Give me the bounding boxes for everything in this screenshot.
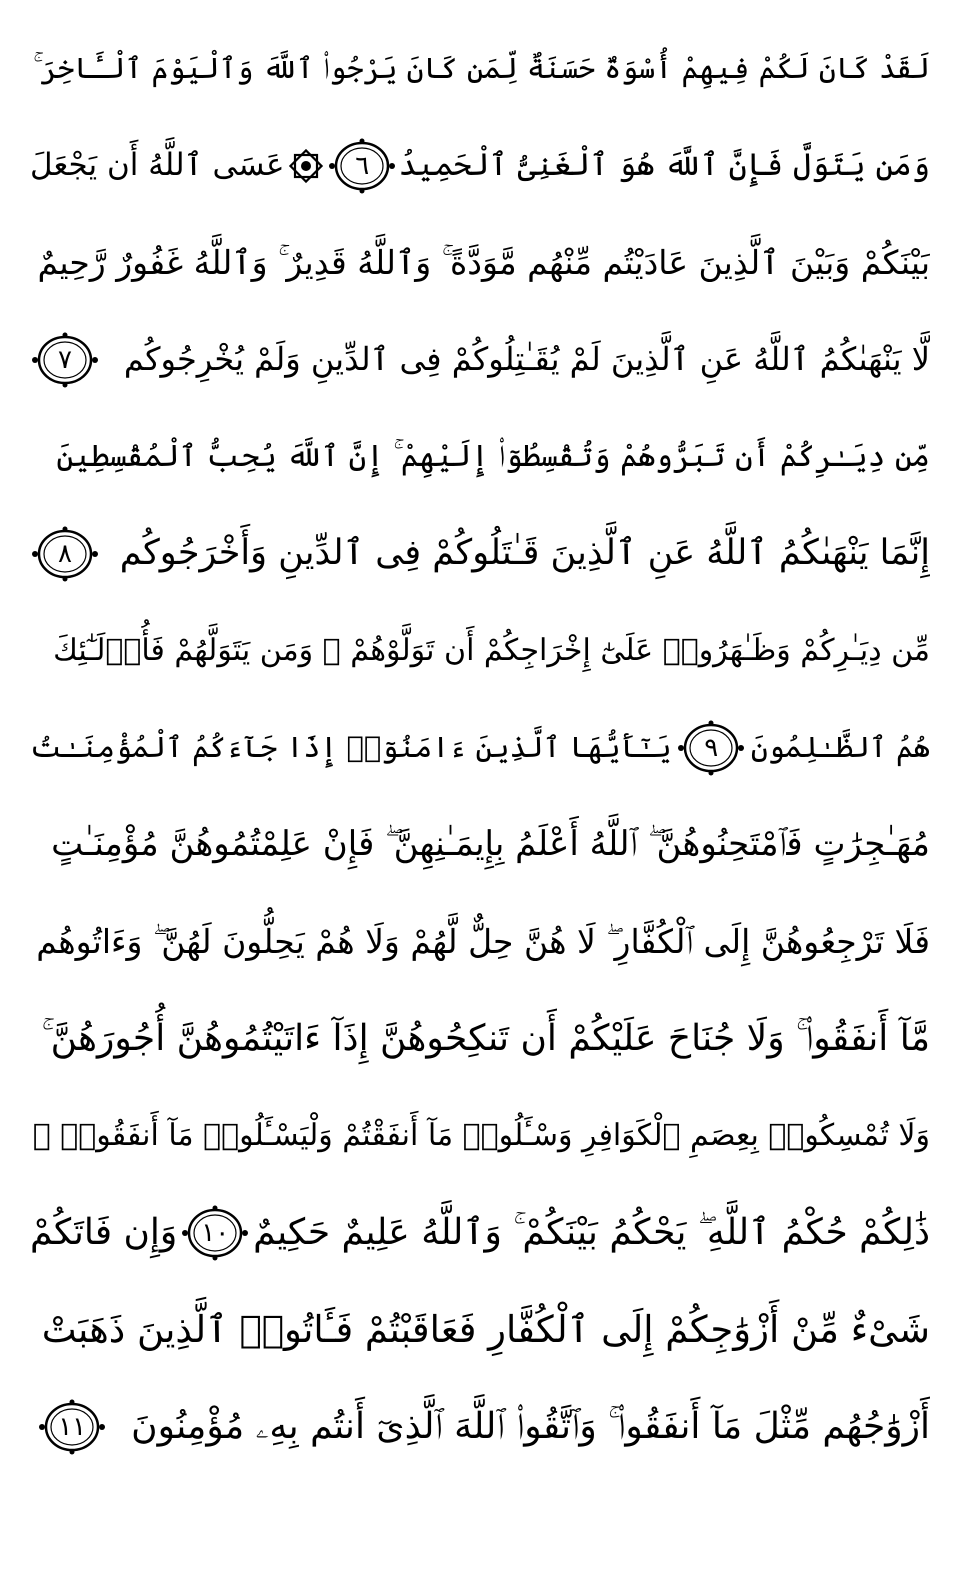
verse-text: بَيْنَكُمْ وَبَيْنَ ٱلَّذِينَ عَادَيْتُم مِّنْهُم مَّوَدَّةً ۚ وَٱللَّهُ قَدِيرٌ ۚ وَٱللَّهُ غَفُورٌ رَّحِيمٌ — [37, 243, 930, 282]
ayah-number: ٧ — [58, 344, 72, 375]
verse-line-12 — [30, 1087, 930, 1184]
verse-line-1 — [30, 20, 930, 117]
verse-text: أَزْوَٰجُهُم مِّثْلَ مَآ أَنفَقُوا۟ ۚ وَٱتَّقُوا۟ ٱللَّهَ ٱلَّذِىٓ أَنتُم بِهِۦ مُؤْمِنُونَ — [131, 1406, 930, 1447]
verse-text: وَإِن فَاتَكُمْ — [30, 1212, 178, 1253]
verse-text: مُهَـٰجِرَٰتٍ فَٱمْتَحِنُوهُنَّ ۖ ٱللَّهُ أَعْلَمُ بِإِيمَـٰنِهِنَّ ۖ فَإِنْ عَلِمْتُمُوهُنَّ مُؤْمِنَـٰتٍ — [51, 824, 930, 864]
verse-line-14 — [30, 1281, 930, 1378]
verse-text: مِّن دِيَـٰرِكُمْ أَن تَبَرُّوهُمْ وَتُقْسِطُوٓا۟ إِلَيْهِمْ ۚ إِنَّ ٱللَّهَ يُحِبُّ ٱلْمُقْسِطِينَ — [56, 439, 930, 474]
ayah-end-marker — [30, 331, 100, 389]
ayah-end-marker — [327, 137, 397, 195]
verse-text: هُمُ ٱلظَّـٰلِمُونَ — [750, 730, 930, 764]
ayah-number: ٩ — [704, 732, 719, 763]
verse-line-2 — [30, 117, 930, 214]
verse-text: لَقَدْ كَانَ لَكُمْ فِيهِمْ أُسْوَةٌ حَسَنَةٌ لِّمَن كَانَ يَرْجُوا۟ ٱللَّهَ وَٱلْيَوْمَ ٱلْـَٔاخِرَ ۚ — [33, 51, 930, 85]
ayah-end-marker — [37, 1398, 107, 1456]
verse-text: مِّن دِيَـٰرِكُمْ وَظَـٰهَرُوا۟ عَلَىٰٓ إِخْرَاجِكُمْ أَن تَوَلَّوْهُمْ ۚ وَمَن يَتَوَلَّهُمْ فَأُو۟لَـٰٓئِكَ — [53, 633, 930, 668]
ayah-number: ١٠ — [201, 1217, 230, 1248]
verse-text: فَلَا تَرْجِعُوهُنَّ إِلَى ٱلْكُفَّارِ ۖ لَا هُنَّ حِلٌّ لَّهُمْ وَلَا هُمْ يَحِلُّونَ لَهُنَّ ۖ وَءَاتُوهُم — [36, 922, 930, 961]
verse-text: لَّا يَنْهَىٰكُمُ ٱللَّهُ عَنِ ٱلَّذِينَ لَمْ يُقَـٰتِلُوكُمْ فِى ٱلدِّينِ وَلَمْ يُخْرِجُوكُم — [123, 340, 930, 378]
ayah-end-marker — [676, 719, 746, 777]
verse-line-9 — [30, 796, 930, 893]
verse-line-4 — [30, 311, 930, 408]
verse-text: يَـٰٓأَيُّهَا ٱلَّذِينَ ءَامَنُوٓا۟ إِذَا جَآءَكُمُ ٱلْمُؤْمِنَـٰتُ — [30, 730, 672, 764]
verse-line-15 — [30, 1378, 930, 1475]
verse-line-3 — [30, 214, 930, 311]
ayah-end-marker — [30, 525, 100, 583]
verse-line-10 — [30, 893, 930, 990]
verse-line-13 — [30, 1184, 930, 1281]
rub-el-hizb-icon — [286, 146, 326, 186]
verse-text: وَمَن يَتَوَلَّ فَإِنَّ ٱللَّهَ هُوَ ٱلْغَنِىُّ ٱلْحَمِيدُ — [398, 147, 930, 183]
verse-text: وَلَا تُمْسِكُوا۟ بِعِصَمِ ٱلْكَوَافِرِ وَسْـَٔلُوا۟ مَآ أَنفَقْتُمْ وَلْيَسْـَٔلُوا۟ مَآ أَنفَقُوا۟ ۚ — [32, 1118, 930, 1153]
ayah-end-marker — [180, 1204, 250, 1262]
verse-text: عَسَى ٱللَّهُ أَن يَجْعَلَ — [30, 147, 285, 183]
verse-line-6 — [30, 505, 930, 602]
verse-line-11 — [30, 990, 930, 1087]
verse-text: ذَٰلِكُمْ حُكْمُ ٱللَّهِ ۖ يَحْكُمُ بَيْنَكُمْ ۚ وَٱللَّهُ عَلِيمٌ حَكِيمٌ — [253, 1212, 930, 1253]
verse-text: إِنَّمَا يَنْهَىٰكُمُ ٱللَّهُ عَنِ ٱلَّذِينَ قَـٰتَلُوكُمْ فِى ٱلدِّينِ وَأَخْرَجُوكُم — [119, 533, 930, 573]
verse-line-5 — [30, 408, 930, 505]
verse-line-8 — [30, 699, 930, 796]
ayah-number: ٦ — [355, 150, 370, 181]
verse-text: مَّآ أَنفَقُوا۟ ۚ وَلَا جُنَاحَ عَلَيْكُمْ أَن تَنكِحُوهُنَّ إِذَآ ءَاتَيْتُمُوهُنَّ أُجُورَهُنَّ ۚ — [41, 1018, 930, 1059]
verse-text: شَىْءٌ مِّنْ أَزْوَٰجِكُمْ إِلَى ٱلْكُفَّارِ فَعَاقَبْتُمْ فَـَٔاتُوا۟ ٱلَّذِينَ ذَهَبَتْ — [41, 1308, 930, 1351]
ayah-number: ٨ — [58, 538, 72, 569]
ayah-number: ١١ — [58, 1411, 87, 1442]
verse-line-7 — [30, 602, 930, 699]
